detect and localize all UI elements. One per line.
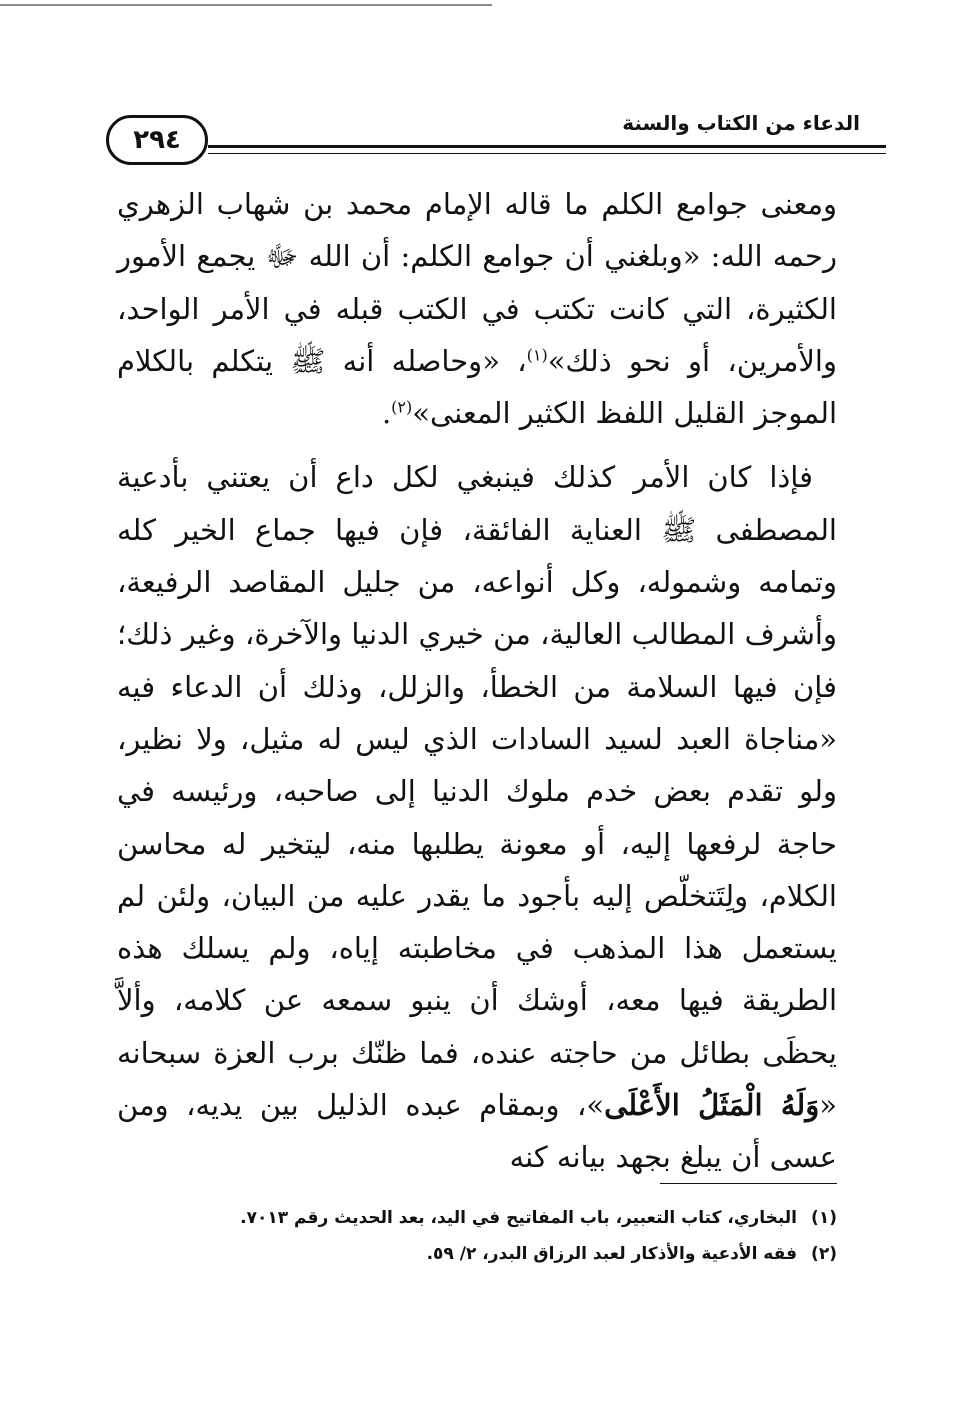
footnote-separator <box>660 1183 837 1184</box>
footnote-ref-1[interactable]: (١) <box>526 345 548 365</box>
header-rule-thin <box>208 153 886 154</box>
page-number: ٢٩٤ <box>106 115 208 165</box>
paragraph-2-text: فإذا كان الأمر كذلك فينبغي لكل داع أن يعتني بأدعية المصطفى ﷺ العناية الفائقة، فإن فيها جماع الخير كله وتمامه وشموله، وكل أنواعه، من جليل المقاصد الرفيعة، وأشرف المطالب العالية، من خيري الدنيا والآخرة، وغير ذلك؛ فإن فيها السلامة من الخطأ، والزلل، وذلك أن الدعاء فيه «مناجاة العبد لسيد السادات الذي ليس له مثيل، ولا نظير، ولو تقدم بعض خدم ملوك الدنيا إلى صاحبه، ورئيسه في حاجة لرفعها إليه، أو معونة يطلبها منه، ليتخير له محاسن الكلام، ولِتَتخلّص إليه بأجود ما يقدر عليه من البيان، ولئن لم يستعمل هذا المذهب في مخاطبته إياه، ولم يسلك هذه الطريقة فيها معه، أوشك أن ينبو سمعه عن كلامه، وألاَّ يحظَى بطائل من حاجته عنده، فما ظنّك برب العزة سبحانه « <box>117 460 837 1123</box>
paragraph-1-intro: ومعنى جوامع الكلم ما قاله الإمام محمد بن شهاب الزهري رحمه الله: <box>117 187 837 274</box>
paragraph-2-tail: »، وبمقام عبده الذليل بين يديه، ومن عسى أن يبلغ بجهد بيانه كنه <box>117 1088 837 1175</box>
footnote-number: (١) <box>811 1208 837 1228</box>
main-text <box>117 178 837 1184</box>
footnote-2 <box>200 1236 837 1272</box>
footnote-text: فقه الأدعية والأذكار لعبد الرزاق البدر، ٢/ ٥٩. <box>426 1244 797 1264</box>
footnote-1 <box>200 1200 837 1236</box>
summary-quote: ، «وحاصله أنه ﷺ يتكلم بالكلام الموجز القليل اللفظ الكثير المعنى» <box>117 343 837 431</box>
quran-verse: وَلَهُ الْمَثَلُ الأَعْلَى <box>604 1088 820 1123</box>
footnote-ref-2[interactable]: (٢) <box>391 397 413 417</box>
page-header <box>100 95 890 159</box>
footnotes <box>200 1200 837 1272</box>
footnote-text: البخاري، كتاب التعبير، باب المفاتيح في اليد، بعد الحديث رقم ٧٠١٣. <box>240 1208 797 1228</box>
zuhri-quote: «وبلغني أن جوامع الكلم: أن الله ﷻ يجمع الأمور الكثيرة، التي كانت تكتب في الكتب قبله في الأمر الواحد، والأمرين، أو نحو ذلك» <box>117 239 837 378</box>
paragraph-1-end: . <box>381 396 392 431</box>
paragraph-2 <box>117 451 837 1183</box>
header-rule-thick <box>208 145 886 148</box>
running-title: الدعاء من الكتاب والسنة <box>622 111 860 135</box>
footnote-number: (٢) <box>811 1244 837 1264</box>
scan-edge-line <box>0 4 492 6</box>
paragraph-1 <box>117 178 837 439</box>
